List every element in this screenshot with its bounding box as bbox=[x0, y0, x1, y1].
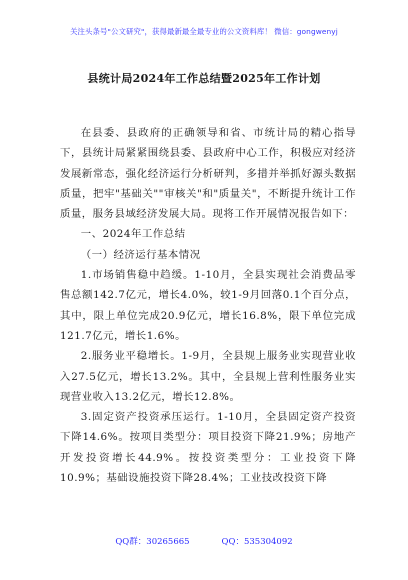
item-paragraph: 1.市场销售稳中趋缓。1-10月，全县实现社会消费品零售总额142.7亿元，增长4.0%，较1-9月回落0.1个百分点，其中，限上单位完成20.9亿元，增长16.8%，限下单位完成121.7亿元，增长1.6%。 bbox=[60, 269, 356, 342]
intro-paragraph: 在县委、县政府的正确领导和省、市统计局的精心指导下，县统计局紧紧围绕县委、县政府中心工作，积极应对经济发展新常态，强化经济运行分析研判，多措并举抓好源头数据质量，把牢"基础关""审核关"和"质量关"，不断提升统计工作质量，服务县域经济发展大局。现将工作开展情况报告如下： bbox=[60, 127, 356, 221]
footer-contact bbox=[0, 535, 408, 547]
section-heading: 一、2024年工作总结 bbox=[80, 228, 186, 241]
header-watermark-note: 关注头条号"公文研究"，获得最新最全最专业的公文资料库！ 微信：gongwenyj bbox=[70, 27, 338, 36]
subsection-heading: （一）经济运行基本情况 bbox=[80, 248, 201, 261]
footer-qq: QQ：535304092 bbox=[221, 537, 293, 547]
document-body bbox=[60, 123, 356, 488]
item-paragraph: 2.服务业平稳增长。1-9月，全县规上服务业实现营业收入27.5亿元，增长13.2%。其中，全县规上营利性服务业实现营业收入13.2亿元，增长12.8%。 bbox=[60, 350, 356, 403]
document-title: 县统计局2024年工作总结暨2025年工作计划 bbox=[87, 72, 321, 85]
footer-qq-group: QQ群：30265665 bbox=[115, 537, 190, 547]
item-paragraph: 3.固定资产投资承压运行。1-10月，全县固定资产投资下降14.6%。按项目类型分：项目投资下降21.9%；房地产开发投资增长44.9%。按投资类型分：工业投资下降10.9%；基础设施投资下降28.4%；工业技改投资下降 bbox=[60, 411, 356, 485]
